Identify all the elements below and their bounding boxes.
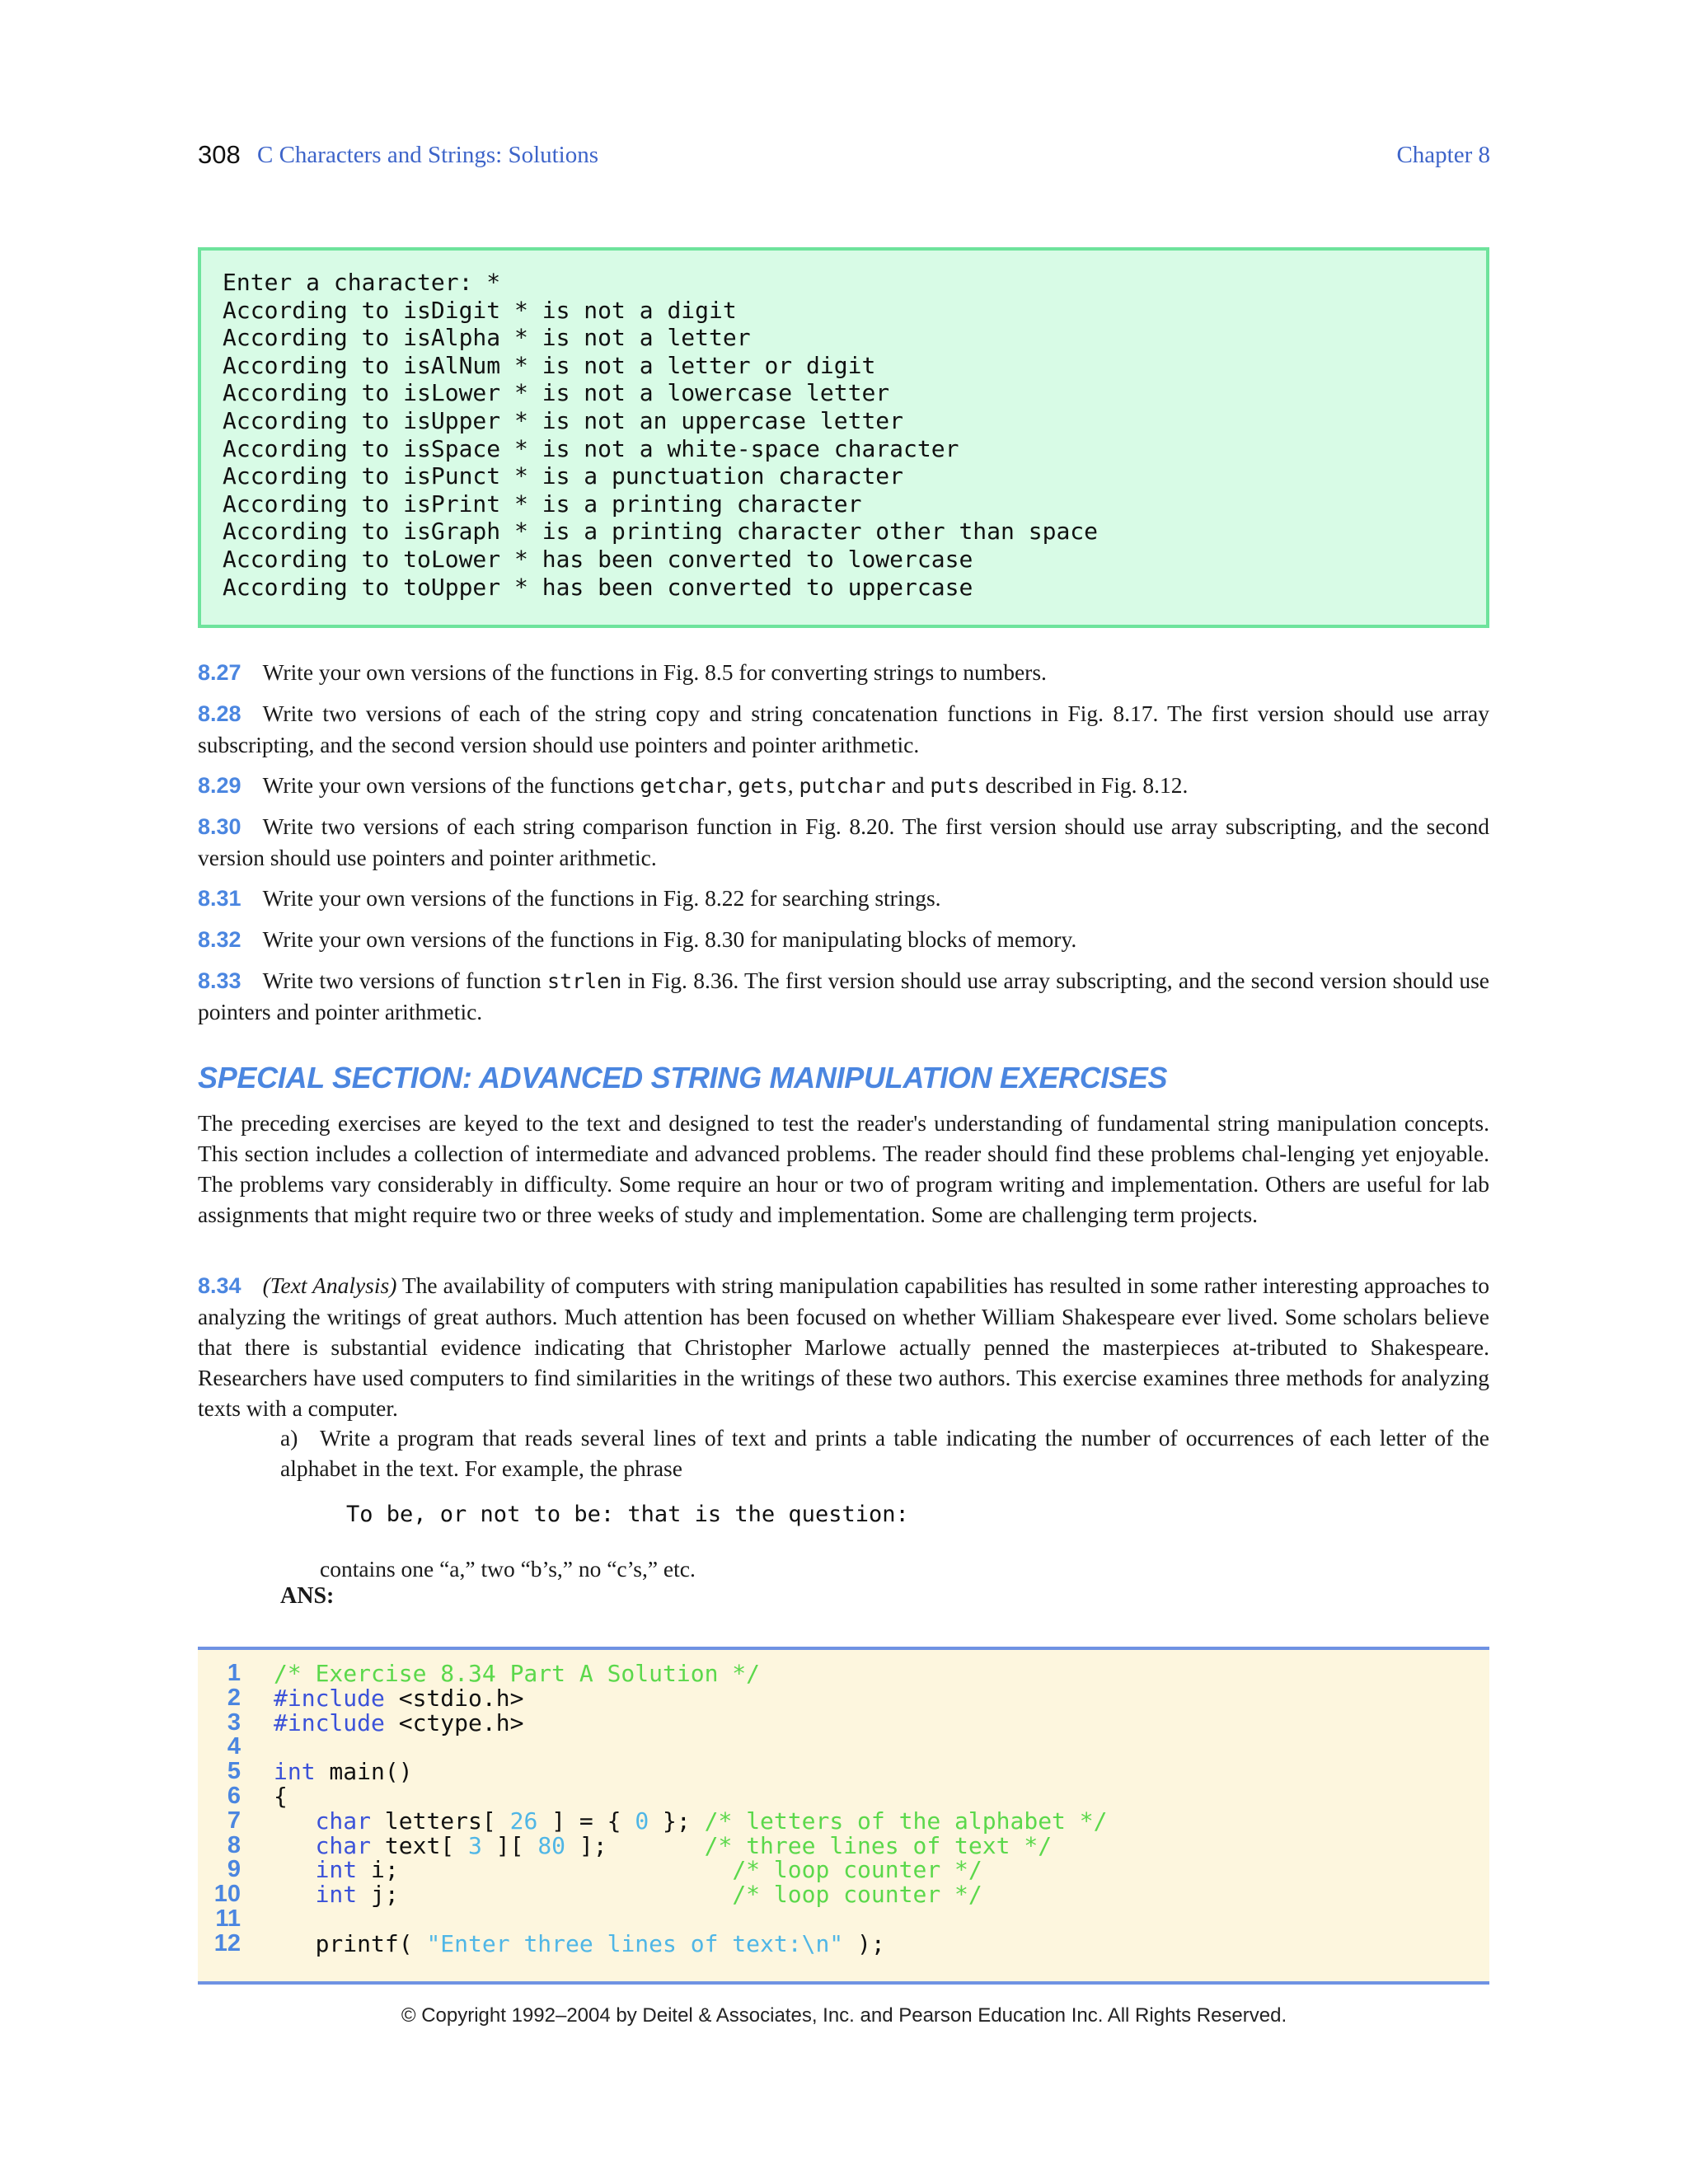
page-header <box>198 140 1490 176</box>
code-listing <box>198 1647 1489 1985</box>
line-number: 5 <box>227 1758 241 1785</box>
code-text <box>274 1832 1052 1859</box>
code-line <box>198 1856 1489 1884</box>
part-a-text: Write a program that reads several lines of text and prints a table indicating the number of occurrences of each letter of the alphabet in the text. For example, the phrase <box>280 1425 1489 1481</box>
exercise-number: 8.34 <box>198 1273 241 1298</box>
code-text <box>274 1930 885 1957</box>
exercise-text: described in Fig. 8.12. <box>979 772 1189 798</box>
code-line <box>198 1709 1489 1734</box>
section-intro: The preceding exercises are keyed to the text and designed to test the reader's understanding of fundamental string manipulation concepts. This section includes a collection of intermediate and advanced problems. The reader should find these problems chal-lenging yet enjoyable. The problems vary considerably in difficulty. Some require an hour or two of program writing and implementation. Others are useful for lab assignments that might require two or three weeks of study and implementation. Some are challenging term projects. <box>198 1110 1489 1227</box>
code-token <box>274 1807 316 1835</box>
code-token: text[ <box>371 1831 469 1859</box>
code-text <box>274 1881 982 1908</box>
program-output-box <box>198 247 1489 628</box>
code-line <box>198 1733 1489 1758</box>
code-comment: /* loop counter */ <box>732 1881 982 1909</box>
inline-code-getchar: getchar <box>640 774 727 798</box>
code-token: ); <box>843 1929 885 1957</box>
code-line <box>198 1881 1489 1909</box>
separator: , <box>787 772 799 798</box>
code-token: ] = { <box>537 1807 635 1835</box>
code-literal: 80 <box>537 1831 566 1859</box>
exercise-number: 8.33 <box>198 968 241 993</box>
copyright-notice: © Copyright 1992–2004 by Deitel & Associates, Inc. and Pearson Education Inc. All Rights Reserved. <box>401 2004 1287 2027</box>
code-comment: /* letters of the alphabet */ <box>704 1807 1108 1835</box>
code-keyword: char <box>315 1807 372 1835</box>
exercise-8-29 <box>198 770 1489 801</box>
output-line: According to isAlNum * is not a letter or digit <box>223 351 876 379</box>
inline-code-putchar: putchar <box>799 774 886 798</box>
exercise-label: (Text Analysis) <box>262 1272 397 1298</box>
exercise-text: Write your own versions of the functions in Fig. 8.5 for converting strings to numbers. <box>262 659 1047 685</box>
code-line <box>198 1807 1489 1835</box>
code-token <box>274 1832 316 1859</box>
running-title: C Characters and Strings: Solutions <box>257 142 599 168</box>
exercise-text: Write two versions of each string comparison function in Fig. 8.20. The first version should use array subscripting, and the second version should use pointers and pointer arithmetic. <box>198 813 1489 870</box>
code-keyword: #include <box>274 1708 385 1736</box>
code-text <box>274 1709 523 1736</box>
output-line: According to isSpace * is not a white-space character <box>223 434 959 462</box>
code-token: }; <box>649 1807 705 1835</box>
code-token: main() <box>315 1758 413 1786</box>
exercise-8-33 <box>198 965 1489 1027</box>
exercise-number: 8.28 <box>198 701 241 726</box>
line-number: 2 <box>227 1684 241 1711</box>
line-number: 12 <box>213 1929 241 1957</box>
code-literal: 3 <box>468 1831 482 1859</box>
code-text <box>274 1783 288 1810</box>
exercise-number: 8.30 <box>198 814 241 839</box>
code-text <box>274 1660 760 1687</box>
exercise-number: 8.29 <box>198 773 241 798</box>
example-phrase: To be, or not to be: that is the question: <box>346 1502 909 1527</box>
separator: , <box>726 772 738 798</box>
line-number: 8 <box>227 1831 241 1858</box>
code-line <box>198 1905 1489 1930</box>
part-a <box>280 1422 1489 1483</box>
code-literal: "Enter three lines of text:\n" <box>426 1929 844 1957</box>
code-literal: 0 <box>635 1807 649 1835</box>
output-line: According to isAlpha * is not a letter <box>223 324 751 352</box>
line-number: 10 <box>213 1881 241 1908</box>
line-number: 6 <box>227 1782 241 1809</box>
code-keyword: int <box>315 1856 358 1884</box>
code-line <box>198 1660 1489 1685</box>
exercise-8-27 <box>198 657 1489 688</box>
contains-note: contains one “a,” two “b’s,” no “c’s,” etc. <box>320 1556 696 1582</box>
code-lines <box>198 1660 1489 1955</box>
code-line <box>198 1930 1489 1955</box>
code-keyword: int <box>274 1758 316 1786</box>
output-line: Enter a character: * <box>223 269 501 296</box>
exercise-8-30 <box>198 811 1489 873</box>
line-number: 4 <box>227 1733 241 1760</box>
code-line <box>198 1684 1489 1712</box>
output-line: According to isPrint * is a printing character <box>223 490 862 518</box>
exercise-text: in Fig. 8.36. The first version should use array subscripting, and the second version should use pointers and pointer arithmetic. <box>198 968 1490 1024</box>
code-line <box>198 1782 1489 1810</box>
exercise-number: 8.31 <box>198 886 241 911</box>
code-token: <stdio.h> <box>384 1684 524 1712</box>
code-token <box>274 1881 316 1908</box>
code-token: letters[ <box>371 1807 510 1835</box>
line-number: 7 <box>227 1807 241 1834</box>
output-line: According to isPunct * is a punctuation character <box>223 462 904 490</box>
code-text <box>274 1807 1108 1835</box>
code-text <box>274 1856 982 1883</box>
exercise-number: 8.27 <box>198 660 241 685</box>
inline-code-gets: gets <box>738 774 788 798</box>
exercise-8-32 <box>198 924 1489 955</box>
code-token: <ctype.h> <box>384 1708 524 1736</box>
code-token: j; <box>357 1881 733 1909</box>
line-number: 1 <box>227 1660 241 1686</box>
exercise-8-31 <box>198 883 1489 914</box>
code-token <box>274 1856 316 1883</box>
line-number: 9 <box>227 1856 241 1883</box>
exercise-number: 8.32 <box>198 927 241 952</box>
output-line: According to isLower * is not a lowercase letter <box>223 379 890 407</box>
exercise-8-28 <box>198 698 1489 760</box>
code-keyword: char <box>315 1831 372 1859</box>
code-text <box>274 1758 413 1785</box>
output-line: According to isDigit * is not a digit <box>223 296 737 324</box>
exercise-8-34 <box>198 1270 1489 1423</box>
output-lines <box>223 269 1486 601</box>
output-line: According to toLower * has been converted to lowercase <box>223 545 973 573</box>
code-token: { <box>274 1782 288 1810</box>
code-line <box>198 1758 1489 1786</box>
output-line: According to isUpper * is not an uppercase letter <box>223 406 904 434</box>
line-number: 3 <box>227 1708 241 1736</box>
answer-label: ANS: <box>280 1583 335 1609</box>
line-number: 11 <box>215 1905 241 1932</box>
code-text <box>274 1685 523 1712</box>
output-line: According to toUpper * has been converted to uppercase <box>223 573 973 601</box>
exercise-text: Write two versions of function <box>262 968 548 993</box>
page-number: 308 <box>198 140 241 169</box>
exercise-text: Write two versions of each of the string copy and string concatenation functions in Fig. 8.17. The first version should use array subscripting, and the second version should use pointers and pointer arithmetic. <box>198 701 1489 757</box>
chapter-label: Chapter 8 <box>1396 142 1490 168</box>
exercise-text: Write your own versions of the functions <box>262 772 640 798</box>
code-token: printf( <box>274 1929 427 1957</box>
code-comment: /* Exercise 8.34 Part A Solution */ <box>274 1660 761 1687</box>
code-comment: /* three lines of text */ <box>704 1831 1053 1859</box>
exercise-text: Write your own versions of the functions in Fig. 8.30 for manipulating blocks of memory. <box>262 926 1077 952</box>
exercise-text: Write your own versions of the functions in Fig. 8.22 for searching strings. <box>262 885 941 911</box>
inline-code-strlen: strlen <box>547 969 622 993</box>
code-keyword: int <box>315 1881 358 1909</box>
section-heading: SPECIAL SECTION: ADVANCED STRING MANIPULATION EXERCISES <box>198 1061 1168 1094</box>
code-line <box>198 1832 1489 1857</box>
code-keyword: #include <box>274 1684 385 1712</box>
code-token: i; <box>357 1856 733 1884</box>
part-marker: a) <box>280 1425 298 1451</box>
inline-code-puts: puts <box>930 774 980 798</box>
separator: and <box>885 772 931 798</box>
code-token: ][ <box>481 1831 538 1859</box>
exercise-text: The availability of computers with string manipulation capabilities has resulted in some rather interesting approaches to analyzing the writings of great authors. Much attention has been focused on whether William Shakespeare ever lived. Some scholars believe that there is substantial evidence indicating that Christopher Marlowe actually penned the masterpieces at-tributed to Shakespeare. Researchers have used computers to find similarities in the writings of these two authors. This exercise examines three methods for analyzing texts with a computer. <box>198 1272 1489 1421</box>
code-comment: /* loop counter */ <box>732 1856 982 1884</box>
code-token: ]; <box>565 1831 705 1859</box>
output-line: According to isGraph * is a printing character other than space <box>223 518 1099 546</box>
code-literal: 26 <box>509 1807 538 1835</box>
